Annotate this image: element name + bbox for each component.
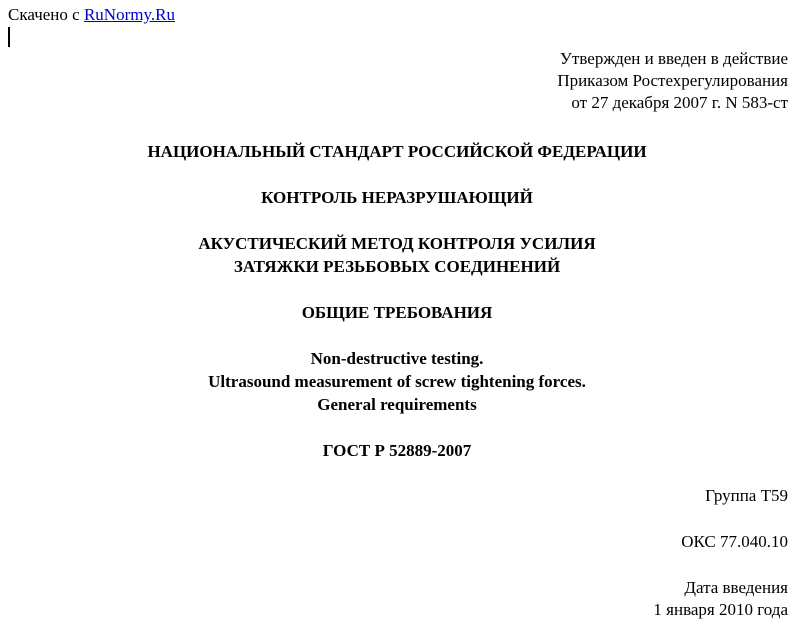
approval-block: [557, 48, 788, 114]
english-title: [0, 347, 794, 416]
approval-line-1: Утвержден и введен в действие: [559, 49, 788, 68]
gost-number-text: ГОСТ Р 52889-2007: [322, 441, 472, 460]
download-source-line: [8, 5, 175, 25]
introduction-date-label: Дата введения: [684, 578, 788, 597]
runormy-link[interactable]: RuNormy.Ru: [83, 5, 175, 24]
method-heading: [0, 232, 794, 278]
general-requirements-heading: [0, 301, 794, 324]
approval-line-3: от 27 декабря 2007 г. N 583-ст: [571, 93, 788, 112]
approval-line-2: Приказом Ростехрегулирования: [557, 71, 788, 90]
national-standard-heading: [0, 140, 794, 163]
english-title-line-1: Non-destructive testing.: [310, 349, 484, 368]
group-code-text: Группа Т59: [705, 486, 788, 505]
general-requirements-text: ОБЩИЕ ТРЕБОВАНИЯ: [301, 303, 493, 322]
gost-number: [0, 439, 794, 462]
oks-code: [681, 531, 788, 553]
method-line-2: ЗАТЯЖКИ РЕЗЬБОВЫХ СОЕДИНЕНИЙ: [233, 257, 561, 276]
oks-code-text: ОКС 77.040.10: [681, 532, 788, 551]
text-cursor: [8, 27, 10, 47]
introduction-date-value: 1 января 2010 года: [653, 600, 788, 619]
group-code: [705, 485, 788, 507]
control-heading: [0, 186, 794, 209]
english-title-line-2: Ultrasound measurement of screw tightening forces.: [208, 372, 586, 391]
download-prefix: Скачено с: [8, 5, 80, 24]
method-line-1: АКУСТИЧЕСКИЙ МЕТОД КОНТРОЛЯ УСИЛИЯ: [198, 234, 596, 253]
english-title-line-3: General requirements: [317, 395, 477, 414]
national-standard-text: НАЦИОНАЛЬНЫЙ СТАНДАРТ РОССИЙСКОЙ ФЕДЕРАЦИИ: [147, 142, 647, 161]
control-text: КОНТРОЛЬ НЕРАЗРУШАЮЩИЙ: [261, 188, 533, 207]
introduction-date-block: [653, 577, 788, 621]
